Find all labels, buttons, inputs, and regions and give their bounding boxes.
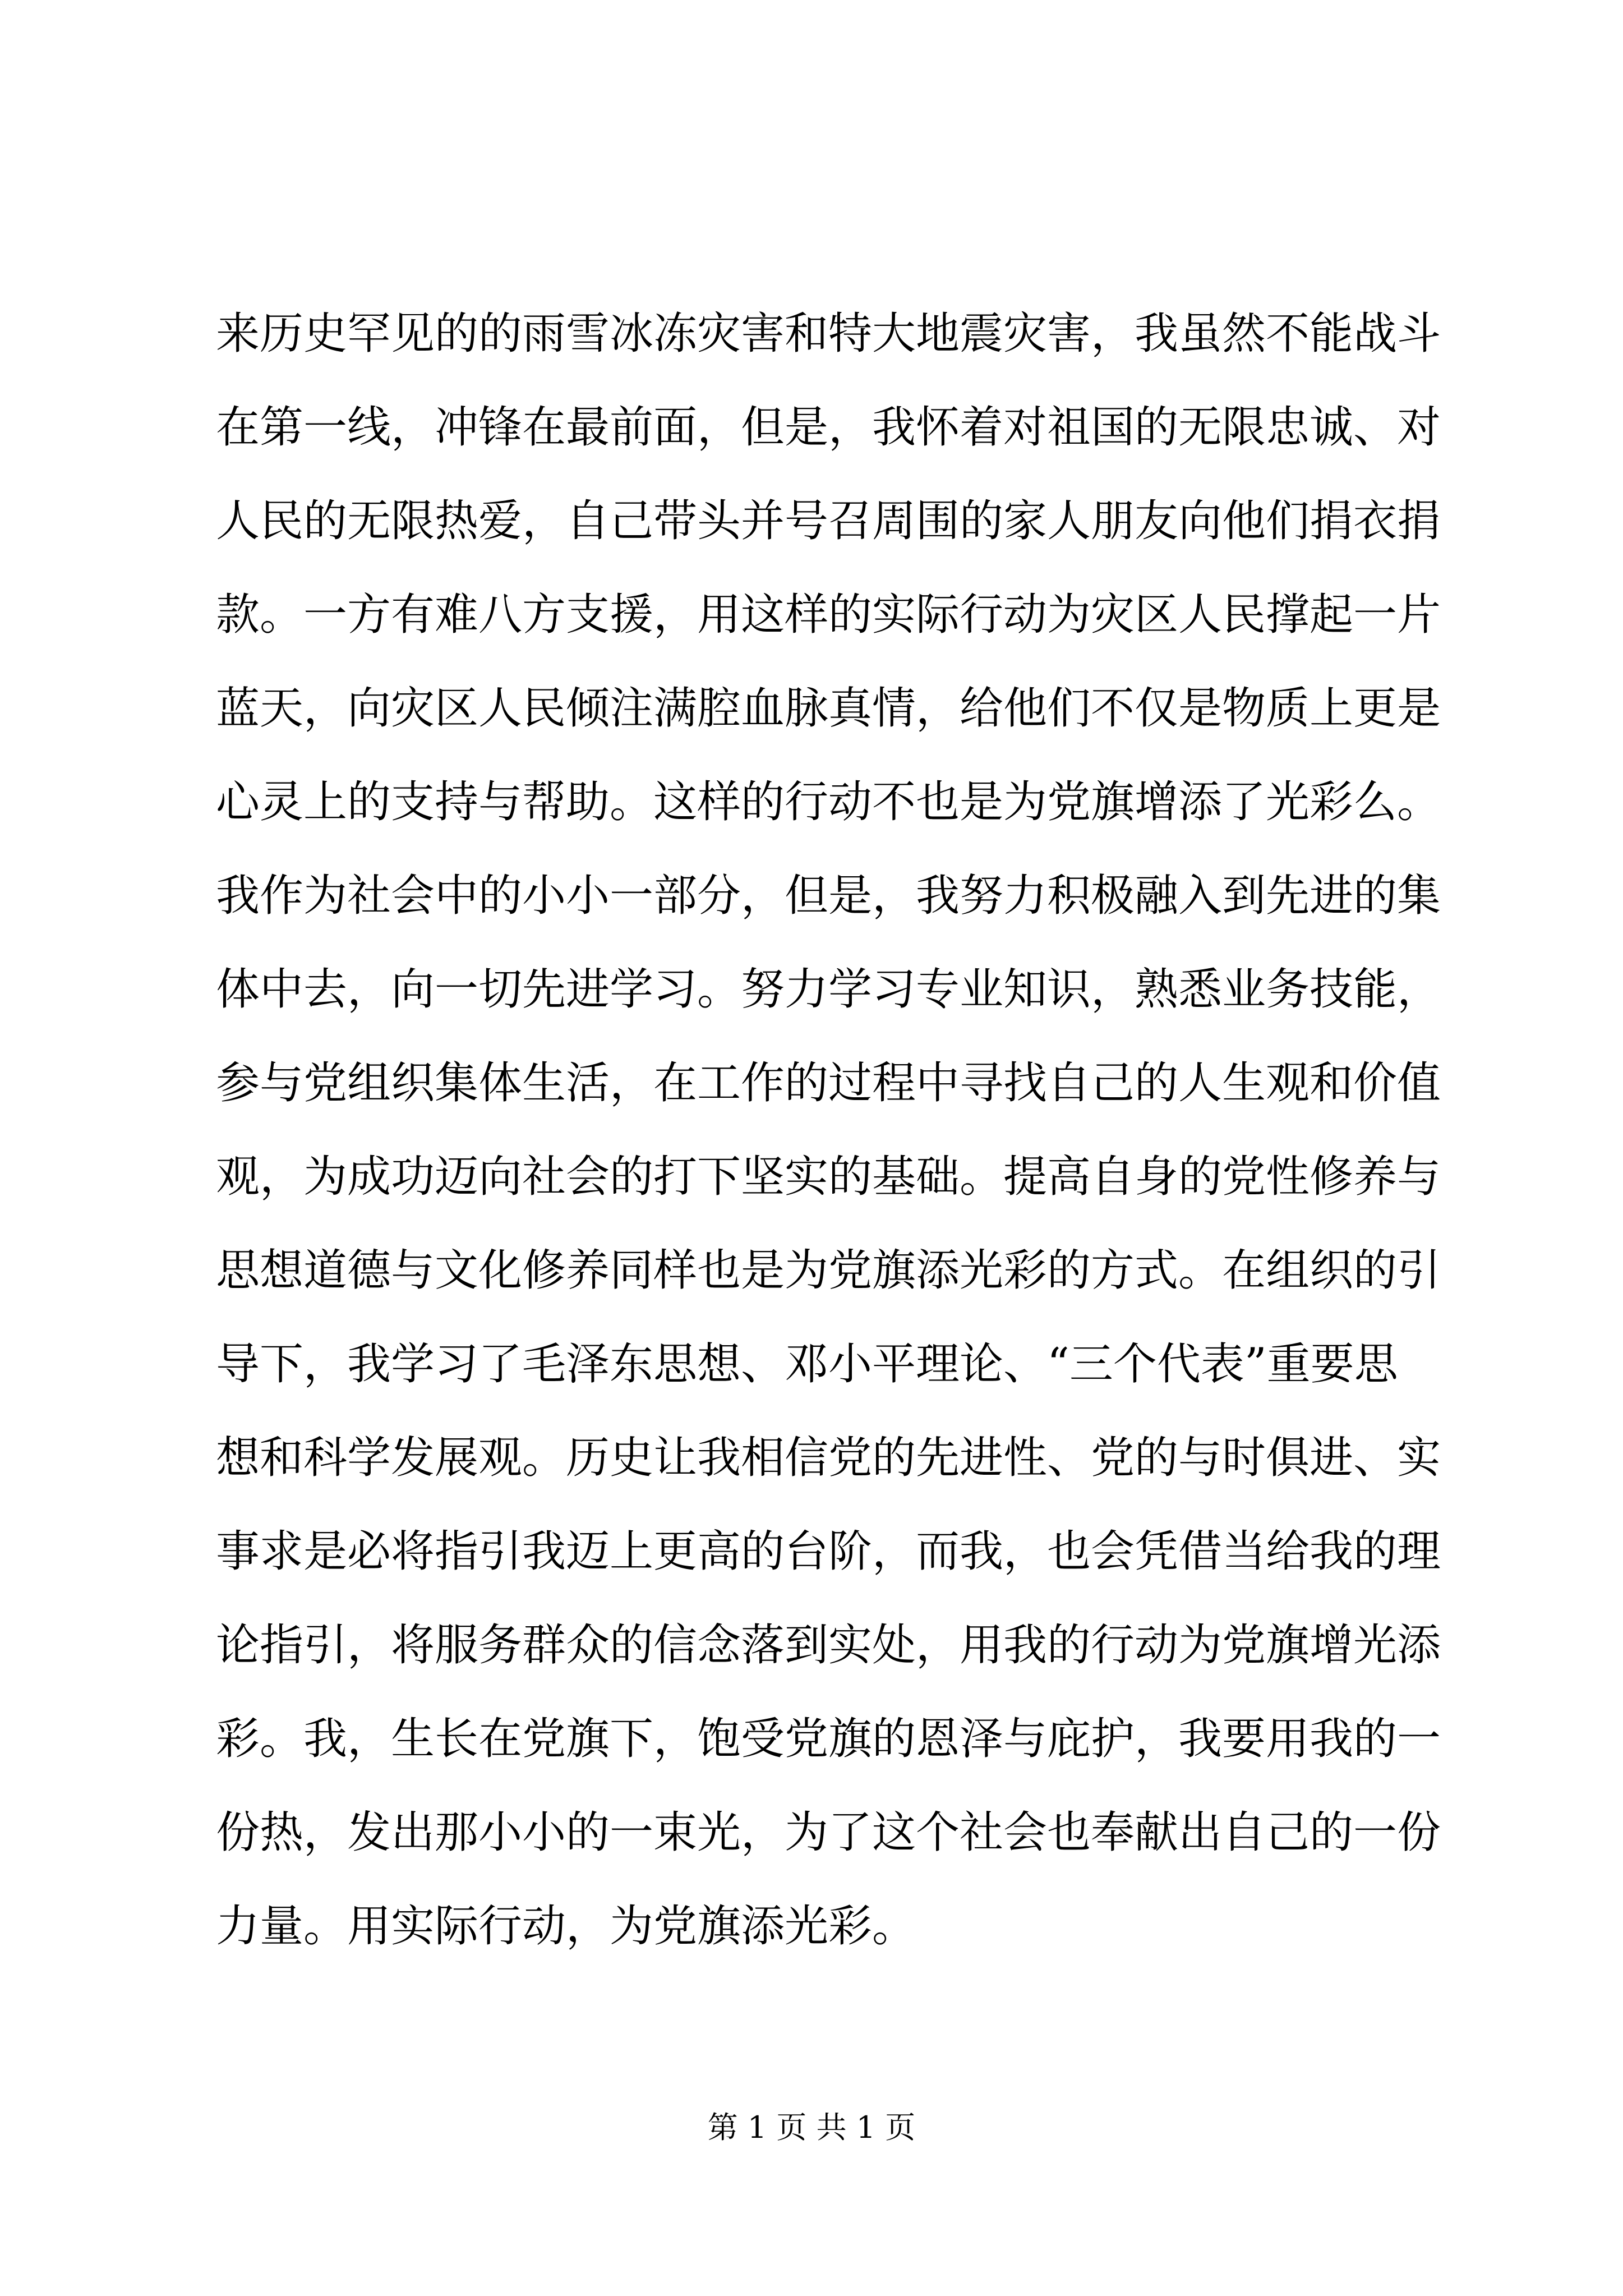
text-line: 份热，发出那小小的一束光，为了这个社会也奉献出自己的一份: [216, 1807, 1441, 1858]
text-line: 想和科学发展观。历史让我相信党的先进性、党的与时俱进、实: [216, 1433, 1441, 1483]
text-line: 参与党组织集体生活，在工作的过程中寻找自己的人生观和价值: [216, 1058, 1441, 1108]
text-line: 人民的无限热爱，自己带头并号召周围的家人朋友向他们捐衣捐: [216, 496, 1441, 546]
text-line: 论指引，将服务群众的信念落到实处，用我的行动为党旗增光添: [216, 1620, 1441, 1671]
text-line: 在第一线，冲锋在最前面，但是，我怀着对祖国的无限忠诚、对: [216, 402, 1441, 453]
body-paragraph: [216, 287, 1441, 1973]
text-line: 导下，我学习了毛泽东思想、邓小平理论、“三个代表”重要思: [216, 1339, 1398, 1389]
text-line: 事求是必将指引我迈上更高的台阶，而我，也会凭借当给我的理: [216, 1526, 1441, 1577]
text-line: 款。一方有难八方支援，用这样的实际行动为灾区人民撑起一片: [216, 590, 1441, 640]
text-line: 体中去，向一切先进学习。努力学习专业知识，熟悉业务技能，: [216, 964, 1441, 1015]
text-line: 我作为社会中的小小一部分，但是，我努力积极融入到先进的集: [216, 871, 1441, 921]
text-line: 来历史罕见的的雨雪冰冻灾害和特大地震灾害，我虽然不能战斗: [216, 309, 1441, 359]
text-line: 力量。用实际行动，为党旗添光彩。: [216, 1901, 916, 1952]
text-line: 观，为成功迈向社会的打下坚实的基础。提高自身的党性修养与: [216, 1152, 1441, 1202]
page-footer: 第 1 页 共 1 页: [707, 2110, 916, 2145]
text-line: 心灵上的支持与帮助。这样的行动不也是为党旗增添了光彩么。: [216, 777, 1441, 827]
text-line: 彩。我，生长在党旗下，饱受党旗的恩泽与庇护，我要用我的一: [216, 1714, 1441, 1764]
text-line: 思想道德与文化修养同样也是为党旗添光彩的方式。在组织的引: [216, 1245, 1441, 1296]
text-line: 蓝天，向灾区人民倾注满腔血脉真情，给他们不仅是物质上更是: [216, 683, 1441, 734]
